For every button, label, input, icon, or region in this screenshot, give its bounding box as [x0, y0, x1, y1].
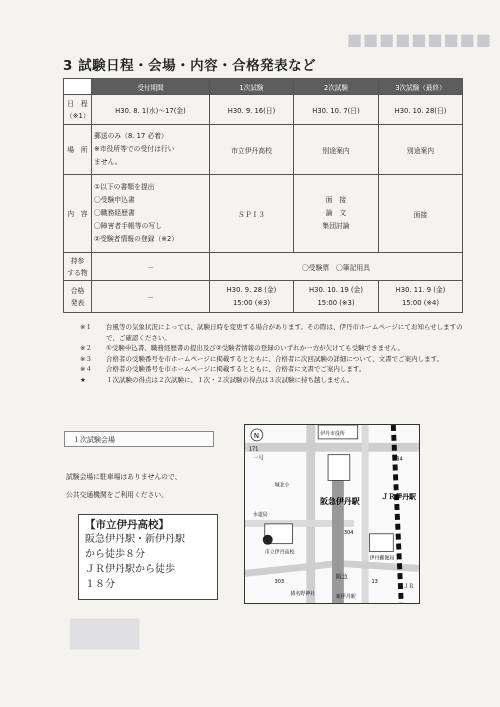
route-number: 303: [274, 579, 285, 586]
access-line: ＪＲ伊丹駅から徒歩: [85, 564, 175, 575]
table-row-results: [64, 281, 463, 313]
table-row-content: [64, 175, 463, 253]
note-item: [80, 354, 475, 365]
note-item: [80, 322, 475, 343]
table-cell: H30. 11. 9 (金) 15:00 (※4): [379, 281, 463, 313]
note-mark: ※３: [80, 354, 92, 363]
access-box: [78, 514, 218, 600]
hankyu-rail: [332, 470, 344, 603]
row-label: 内 容: [64, 175, 92, 253]
schedule-table: [63, 78, 463, 313]
table-row-location: [64, 125, 463, 175]
route-number: 13: [371, 579, 378, 586]
table-cell: －: [92, 253, 210, 281]
map-label: ＪＲ: [403, 584, 415, 591]
map-label: 猪名野神社: [290, 591, 316, 598]
table-cell: 郵送のみ（8. 17 必着） ※市役所等での受付は行い ません。: [92, 125, 210, 175]
note-text: 合格者の受験番号を市ホームページに掲載するとともに、合格者に文書でご案内します。: [106, 365, 366, 374]
table-cell: 市立伊丹高校: [210, 125, 294, 175]
note-text: １次試験の得点は２次試験に、１次・２次試験の得点は３次試験に持ち越しません。: [106, 375, 354, 384]
route-number: 171: [248, 446, 259, 453]
note-mark: ※１: [80, 323, 92, 331]
table-cell: H30. 10. 19 (金) 15:00 (※3): [294, 281, 379, 313]
note-mark: ★: [80, 375, 86, 384]
road-east-ns: [362, 425, 369, 603]
table-header-row: [64, 79, 463, 95]
access-line: 阪急伊丹駅・新伊丹駅: [85, 534, 185, 545]
map-label: N: [253, 431, 260, 440]
venue-heading: １次試験会場: [64, 431, 214, 447]
note-item: [80, 364, 475, 375]
map-label: 新伊丹駅: [335, 594, 356, 601]
transit-note: 公共交通機関をご利用ください。: [66, 491, 168, 499]
road-main-ns: [306, 425, 315, 603]
location-marker-icon: [263, 535, 273, 545]
table-cell: 面接: [379, 175, 463, 253]
table-cell: H30. 9. 16(日): [210, 95, 294, 125]
row-label: 持参 する物: [64, 253, 92, 281]
note-text: 台風等の気象状況によっては、試験日時を変更する場合があります。その際は、伊丹市ホームページにてお知らせしますので、ご確認ください。: [106, 323, 463, 342]
map-label: ＪＲ伊丹駅: [381, 493, 416, 502]
route-number: 304: [343, 529, 354, 536]
table-cell: 別途案内: [294, 125, 379, 175]
table-cell: H30. 10. 28(日): [379, 95, 463, 125]
row-label: 合格 発表: [64, 281, 92, 313]
table-cell: ＳＰＩ３: [210, 175, 294, 253]
header-cell: 2次試験: [294, 79, 379, 95]
note-mark: ※４: [80, 365, 92, 374]
access-title: 【市立伊丹高校】: [85, 519, 169, 531]
header-cell: 1次試験: [210, 79, 294, 95]
table-cell: ①以下の書類を提出 〇受験申込書 〇職務経歴書 〇障害者手帳等の写し ②受験者情報の登録（※2）: [92, 175, 210, 253]
route-number: 334: [393, 456, 403, 463]
map-label: 水道局: [252, 511, 268, 518]
row-label: 日 程 （※1）: [64, 95, 92, 125]
row-label: 場 所: [64, 125, 92, 175]
table-cell: －: [92, 281, 210, 313]
access-line: から徒歩８分: [85, 549, 145, 560]
header-cell: 3次試験（最終）: [379, 79, 463, 95]
table-cell: H30. 8. 1(水)～17(金): [92, 95, 210, 125]
bleed-through-logo: ▇▇▇: [70, 615, 140, 650]
map-label: 伊丹郵便局: [369, 555, 395, 562]
table-cell: 〇受験票 〇筆記用具: [210, 253, 463, 281]
table-cell: H30. 10. 7(日): [294, 95, 379, 125]
note-item: [80, 375, 475, 386]
map-label: 阪急: [335, 573, 348, 581]
access-map: [244, 424, 420, 604]
note-mark: ※２: [80, 344, 92, 353]
section-title: 3 試験日程・会場・内容・合格発表など: [63, 58, 317, 74]
note-item: [80, 343, 475, 354]
table-cell: 別途案内: [379, 125, 463, 175]
map-label: 城北小: [274, 482, 290, 489]
parking-note: 試験会場に駐車場はありませんので、: [66, 473, 182, 481]
map-label: 伊丹市役所: [320, 430, 345, 437]
hankyu-station-block: [328, 455, 350, 481]
map-label: 一号: [252, 455, 264, 462]
access-line: １８分: [85, 579, 115, 590]
note-text: 合格者の受験番号を市ホームページに掲載するとともに、合格者に次回試験の詳細について、文書でご案内します。: [106, 354, 444, 363]
table-row-schedule: [64, 95, 463, 125]
jr-rail: [393, 425, 401, 603]
header-corner: [64, 79, 92, 95]
bleed-through-text: ■■■■■■■■■: [346, 30, 492, 49]
notes-list: [80, 322, 475, 386]
table-cell: 面 接 論 文 集団討論: [294, 175, 379, 253]
map-label: 阪急伊丹駅: [320, 497, 360, 507]
table-cell: H30. 9. 28 (金) 15:00 (※3): [210, 281, 294, 313]
header-cell: 受付期間: [92, 79, 210, 95]
note-text: ①受験申込書、職務経歴書の提出及び②受験者情報の登録のいずれか一方が欠けても受験できません。: [106, 344, 405, 353]
map-label: 市立伊丹高校: [264, 549, 295, 556]
post-block: [370, 534, 394, 552]
table-row-items: [64, 253, 463, 281]
